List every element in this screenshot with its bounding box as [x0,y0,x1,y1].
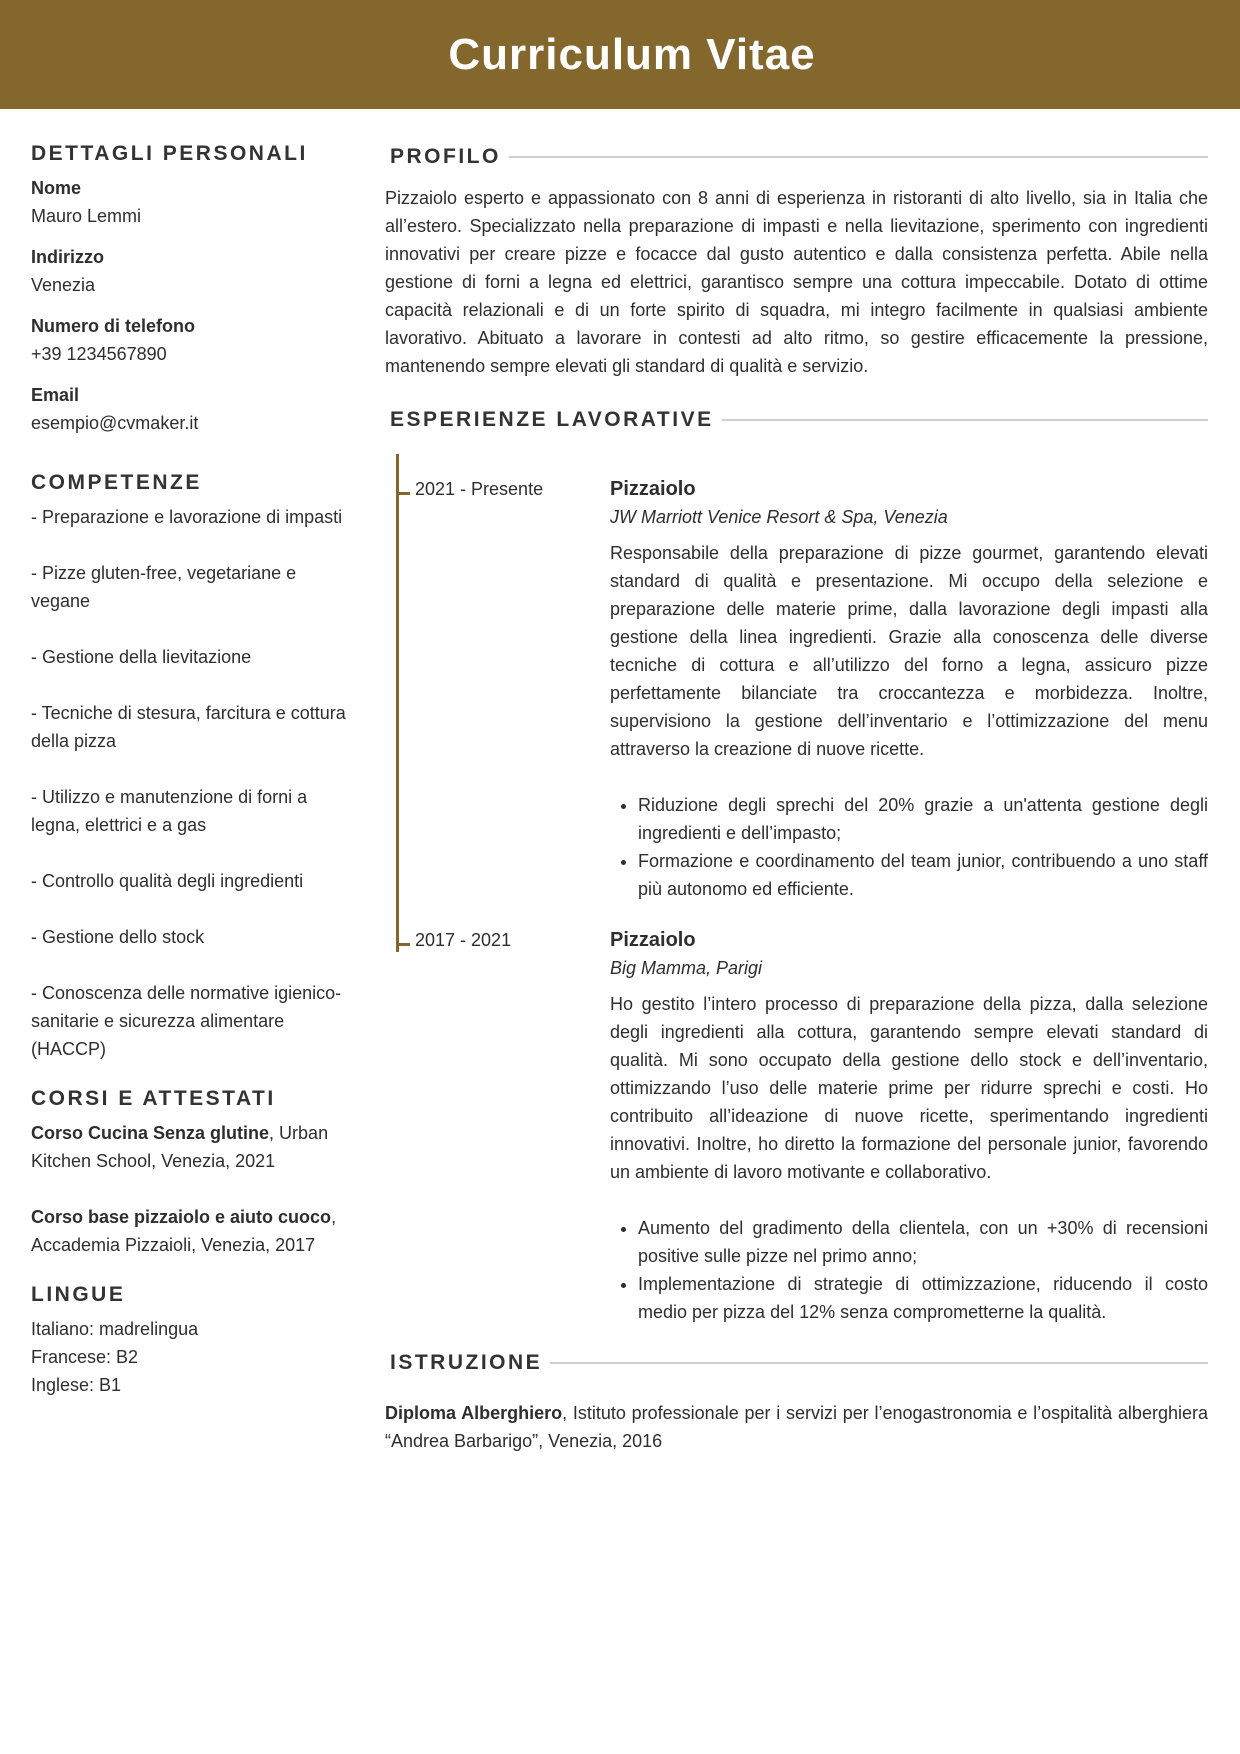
job-title: Pizzaiolo [610,478,696,500]
degree-name: Diploma Alberghiero [385,1403,563,1423]
education-section [385,1346,1208,1455]
skill-item: - Gestione dello stock [31,927,205,947]
left-column [31,142,351,1399]
course-name: Corso Cucina Senza glutine [31,1123,270,1143]
course-details: , Urban Kitchen School, Venezia, 2021 [31,1123,329,1171]
course-item [31,1203,351,1259]
experience-section [385,403,1208,1326]
job-body [610,926,1208,1326]
achievement-item: • Aumento del gradimento della clientela, con un +30% di recensioni positive sulle pizze nel primo anno; [638,1214,1208,1270]
timeline-tick [396,943,410,946]
job-description: Ho gestito l’intero processo di preparazione della pizza, dalla selezione degli ingredienti alla cottura, garantendo sempre elevati standard di qualità. Mi sono occupato della gestione dello stock e dell’inventario, ottimizzando l’uso delle materie prime per ridurre sprechi e costi. Ho contribuito all’ideazione di nuove ricette, sperimentando ingredienti innovativi. Inoltre, ho diretto la formazione del personale junior, favorendo un ambiente di lavoro motivante e collaborativo. [610,994,1208,1182]
personal-details-heading: DETTAGLI PERSONALI [31,142,308,165]
phone-label: Numero di telefono [31,316,196,336]
job-date: 2017 - 2021 [415,930,512,950]
job-achievements [610,1214,1208,1326]
language-item: Italiano: madrelingua [31,1319,199,1339]
address-value: Venezia [31,275,96,295]
profile-heading-row [385,140,1208,174]
language-item: Francese: B2 [31,1347,139,1367]
job-date: 2021 - Presente [415,479,544,499]
achievement-item: • Formazione e coordinamento del team junior, contribuendo a uno staff più autonomo ed efficiente. [638,847,1208,903]
timeline-tick [396,492,410,495]
job-description: Responsabile della preparazione di pizze gourmet, garantendo elevati standard di qualità e presentazione. Mi occupo della selezione e preparazione delle materie prime, dalla lavorazione degli impasti alla gestione della linea ingredienti. Grazie alla conoscenza delle diverse tecniche di cottura e all’utilizzo del forno a legna, assicuro pizze perfettamente bilanciate tra croccantezza e morbidezza. Inoltre, supervisiono la gestione dell’inventario e l’ottimizzazione del menu attraverso la creazione di nuove ricette. [610,543,1208,759]
heading-divider [550,1362,1208,1364]
achievement-item: • Implementazione di strategie di ottimizzazione, riducendo il costo medio per pizza del 12% senza comprometterne la qualità. [638,1270,1208,1326]
job-title: Pizzaiolo [610,929,696,951]
cv-header [0,0,1240,109]
courses-section [31,1087,351,1259]
heading-divider [722,419,1208,421]
skill-item: - Preparazione e lavorazione di impasti [31,507,343,527]
skill-item: - Tecniche di stesura, farcitura e cottura della pizza [31,703,346,751]
skills-heading: COMPETENZE [31,471,202,494]
cv-title: Curriculum Vitae [448,29,816,79]
right-column [385,140,1208,1455]
courses-heading: CORSI E ATTESTATI [31,1087,276,1110]
course-name: Corso base pizzaiolo e aiuto cuoco [31,1207,332,1227]
email-value: esempio@cvmaker.it [31,413,199,433]
course-item [31,1119,351,1175]
skills-section [31,471,351,1063]
email-label: Email [31,385,80,405]
job-achievements [610,791,1208,903]
name-value: Mauro Lemmi [31,206,142,226]
name-label: Nome [31,178,82,198]
job-company: Big Mamma, Parigi [610,958,763,978]
education-heading-row [385,1346,1208,1380]
skill-item: - Controllo qualità degli ingredienti [31,871,304,891]
job-company: JW Marriott Venice Resort & Spa, Venezia [610,507,948,527]
course-details: , Accademia Pizzaioli, Venezia, 2017 [31,1207,337,1255]
experience-heading: ESPERIENZE LAVORATIVE [390,408,714,431]
job-entry [385,903,1208,1326]
profile-text: Pizzaiolo esperto e appassionato con 8 anni di esperienza in ristoranti di alto livello, sia in Italia che all’estero. Specializzato nella preparazione di impasti e nella lievitazione, sperimento con ingredienti innovativi per creare pizze e focacce dal gusto autentico e dalla consistenza perfetta. Abile nella gestione di forni a legna ed elettrici, garantisco sempre una cottura impeccabile. Dotato di ottime capacità relazionali e di un forte spirito di squadra, mi integro facilmente in qualsiasi ambiente lavorativo. Abituato a lavorare in contesti ad alto ritmo, so gestire efficacemente la pressione, mantenendo sempre elevati gli standard di qualità e servizio. [385,188,1208,376]
skill-item: - Pizze gluten-free, vegetariane e vegane [31,563,297,611]
job-body [610,475,1208,903]
languages-section [31,1283,351,1399]
experience-timeline [385,454,1208,1326]
profile-section [385,140,1208,380]
education-heading: ISTRUZIONE [390,1351,543,1374]
degree-details: , Istituto professionale per i servizi per l’enogastronomia e l’ospitalità alberghiera “Andrea Barbarigo”, Venezia, 2016 [385,1403,1208,1451]
heading-divider [509,156,1208,158]
language-item: Inglese: B1 [31,1375,122,1395]
achievement-item: • Riduzione degli sprechi del 20% grazie a un'attenta gestione degli ingredienti e dell’impasto; [638,791,1208,847]
personal-details-section [31,142,351,437]
address-label: Indirizzo [31,247,104,267]
skill-item: - Conoscenza delle normative igienico-sanitarie e sicurezza alimentare (HACCP) [31,983,342,1059]
skill-item: - Utilizzo e manutenzione di forni a legna, elettrici e a gas [31,787,308,835]
languages-heading: LINGUE [31,1283,126,1306]
skill-item: - Gestione della lievitazione [31,647,252,667]
phone-value: +39 1234567890 [31,344,167,364]
education-text [385,1399,1208,1455]
experience-heading-row [385,403,1208,437]
job-entry [385,454,1208,903]
profile-heading: PROFILO [390,145,501,168]
